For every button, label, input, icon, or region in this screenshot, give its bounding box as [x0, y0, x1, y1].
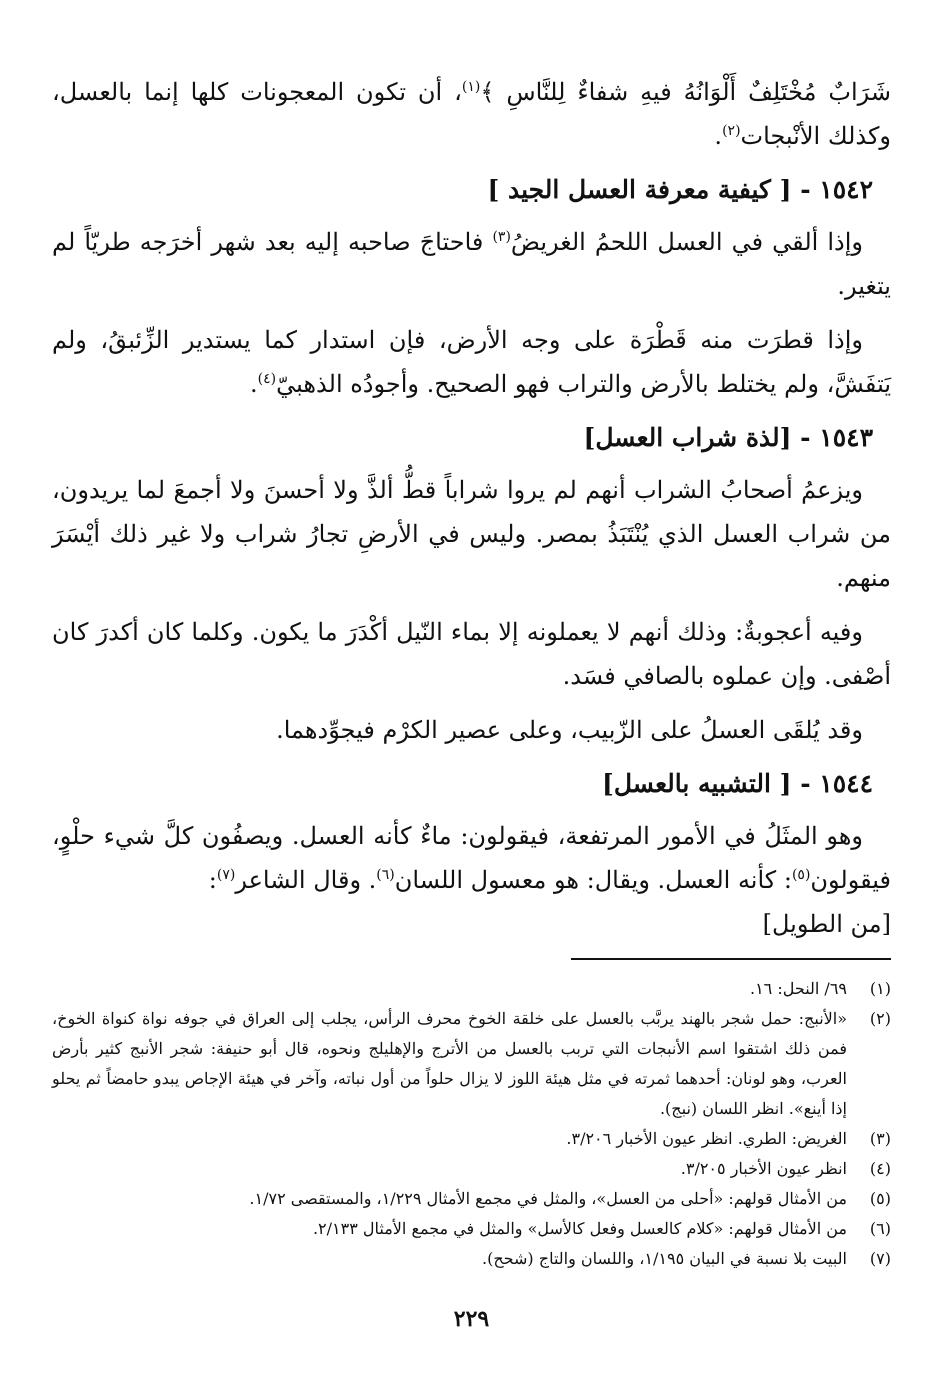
- footnote-ref: (١): [461, 79, 481, 95]
- footnote-text: «الأنبج: حمل شجر بالهند يربَّب بالعسل على خلقة الخوخ محرف الرأس، يجلب إلى العراق في جوفه نواة كنواة الخوخ، فمن ذلك اشتقوا اسم الأنبجات التي تربب بالعسل من الأترج والإهليلج ونحوه، قال أبو حنيفة: شجر الأنبج كثير بأرض العرب، وهو لونان: أحدهما ثمرته في مثل هيئة اللوز لا يزال حلواً من أول نباته، وآخر في هيئة الإجاص يبدو حامضاً ثم يحلو إذا أينع». انظر اللسان (نبج).: [52, 1009, 848, 1118]
- footnote-ref: (٣): [492, 229, 511, 245]
- paragraph: [52, 468, 891, 600]
- footnotes: [52, 974, 891, 1274]
- main-text: [52, 70, 891, 946]
- paragraph-text: وإذا ألقي في العسل اللحمُ الغريضُ: [510, 228, 864, 256]
- quran-quote: شَرَابٌ مُخْتَلِفٌ أَلْوَانُهُ فيهِ شفاءٌ لِلنَّاسِ ﴾: [480, 78, 891, 106]
- footnote-number: (١): [869, 979, 891, 998]
- meter-line: [52, 902, 891, 946]
- footnote-text: من الأمثال قولهم: «كلام كالعسل وفعل كالأسل» والمثل في مجمع الأمثال ٢/١٣٣.: [312, 1219, 847, 1238]
- paragraph-text: وهو المثَلُ في الأمور المرتفعة، فيقولون: ماءٌ كأنه العسل. ويصفُون كلَّ شيء حلْوٍ، فيقولون: [52, 822, 891, 894]
- section-heading: ١٥٤٢ - [ كيفية معرفة العسل الجيد ]: [487, 175, 873, 204]
- paragraph-text: . وقال الشاعر: [235, 866, 377, 894]
- footnote-number: (٢): [869, 1009, 891, 1028]
- footnote-ref: (٤): [257, 371, 277, 387]
- poetic-meter: [من الطويل]: [762, 910, 891, 938]
- paragraph: [52, 610, 891, 698]
- intro-text: ، أن تكون المعجونات كلها إنما بالعسل، وكذلك الأنْبجات: [52, 78, 891, 150]
- footnote-number: (٣): [869, 1129, 891, 1148]
- section-heading: ١٥٤٤ - [ التشبيه بالعسل]: [602, 769, 873, 798]
- footnote-number: (٥): [869, 1189, 891, 1208]
- section-heading: ١٥٤٣ - [لذة شراب العسل]: [583, 423, 873, 452]
- paragraph-text: .: [250, 370, 258, 398]
- intro-paragraph: [52, 70, 891, 158]
- footnote: [52, 1124, 891, 1154]
- footnote-ref: (٧): [216, 867, 236, 883]
- paragraph: [52, 814, 891, 902]
- footnote-number: (٦): [869, 1219, 891, 1238]
- paragraph-text: وقد يُلقَى العسلُ على الزّبيب، وعلى عصير الكرْم فيجوِّدهما.: [276, 716, 863, 744]
- footnote: [52, 1154, 891, 1184]
- paragraph-text: وفيه أعجوبةٌ: وذلك أنهم لا يعملونه إلا بماء النّيل أكْدَرَ ما يكون. وكلما كان أكدرَ كان أصْفى. وإن عملوه بالصافي فسَد.: [52, 618, 891, 690]
- footnote-text: انظر عيون الأخبار ٣/٢٠٥.: [680, 1159, 847, 1178]
- paragraph-text: : كأنه العسل. ويقال: هو معسول اللسان: [394, 866, 792, 894]
- intro-end: .: [714, 122, 723, 150]
- footnote-text: ٦٩/ النحل: ١٦.: [749, 979, 847, 998]
- paragraph: [52, 318, 891, 406]
- footnote: [52, 1184, 891, 1214]
- footnote: [52, 1004, 891, 1124]
- footnote-number: (٧): [869, 1249, 891, 1268]
- footnote-ref: (٥): [791, 867, 811, 883]
- footnote-divider: [571, 958, 891, 960]
- footnote-ref: (٦): [376, 867, 395, 883]
- footnote-text: البيت بلا نسبة في البيان ١/١٩٥، واللسان والتاج (شحح).: [482, 1249, 847, 1268]
- paragraph-text: :: [208, 866, 217, 894]
- paragraph: [52, 220, 891, 308]
- footnote-ref: (٢): [722, 123, 741, 139]
- paragraph: [52, 708, 891, 752]
- footnote: [52, 1244, 891, 1274]
- page-number: ٢٢٩: [453, 1306, 490, 1332]
- footnote: [52, 974, 891, 1004]
- footnote-text: الغريض: الطري. انظر عيون الأخبار ٣/٢٠٦.: [566, 1129, 847, 1148]
- footnote-number: (٤): [869, 1159, 891, 1178]
- paragraph-text: ويزعمُ أصحابُ الشراب أنهم لم يروا شراباً قطُّ ألذَّ ولا أحسنَ ولا أجمعَ لما يريدون، من شراب العسل الذي يُنْتَبَذُ بمصر. وليس في الأرضِ تجارُ شراب ولا غير ذلك أيْسَرَ منهم.: [52, 476, 891, 592]
- paragraph-text: فاحتاجَ صاحبه إليه بعد شهر أخرَجه طريّاً لم يتغير.: [52, 228, 891, 300]
- footnote-text: من الأمثال قولهم: «أحلى من العسل»، والمثل في مجمع الأمثال ١/٢٢٩، والمستقصى ١/٧٢.: [249, 1189, 847, 1208]
- paragraph-text: وإذا قطرَت منه قَطْرَة على وجه الأرض، فإن استدار كما يستدير الزِّئبقُ، ولم يَتفَشَّ، ولم يختلط بالأرض والتراب فهو الصحيح. وأجودُه الذهبيّ: [52, 326, 891, 398]
- footnote: [52, 1214, 891, 1244]
